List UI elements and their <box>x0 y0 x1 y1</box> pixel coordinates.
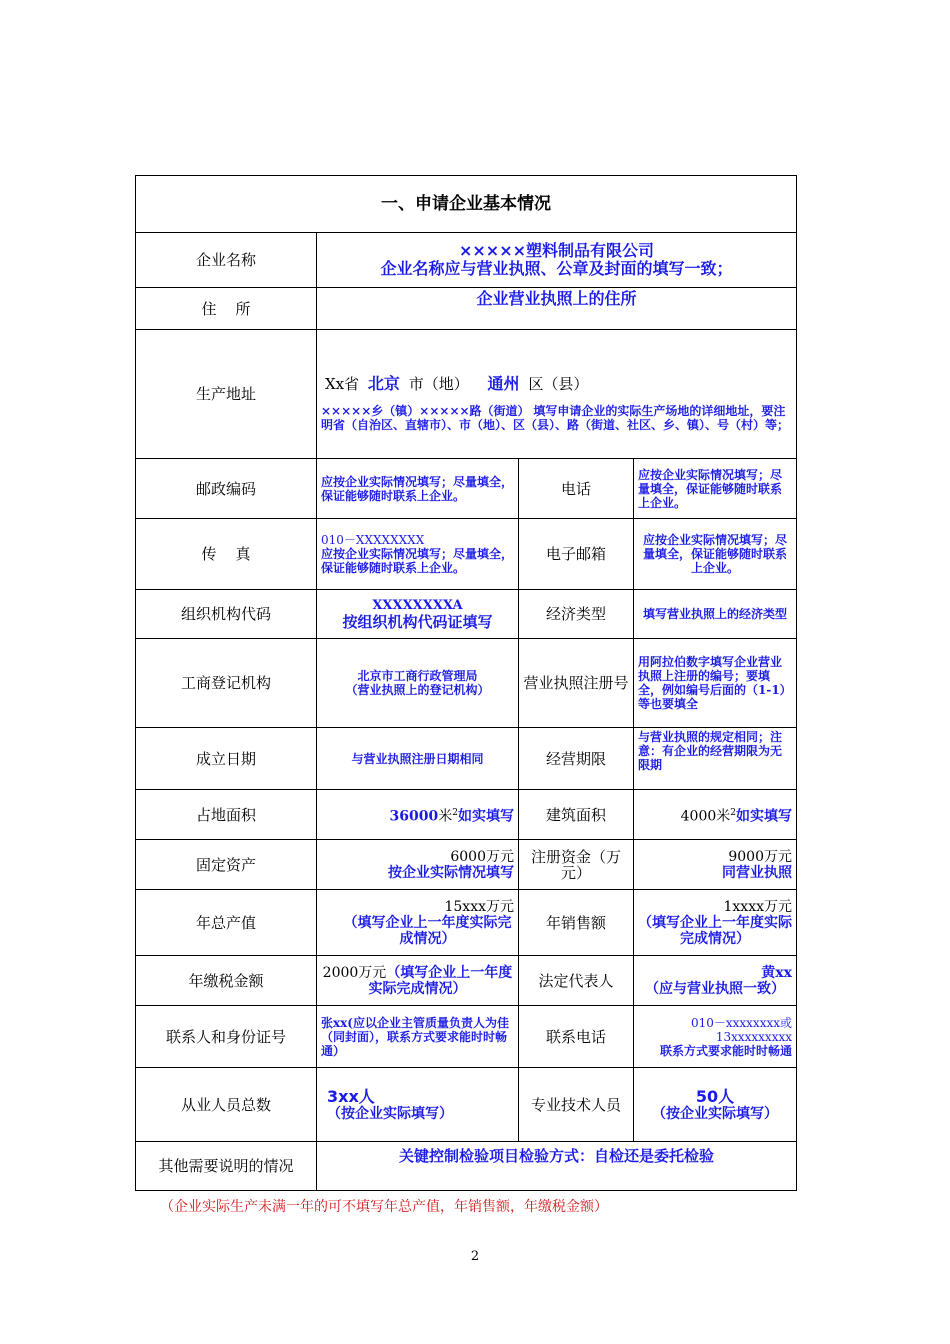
license-number-label: 营业执照注册号 <box>519 639 634 728</box>
org-code-label: 组织机构代码 <box>136 590 317 639</box>
economic-type-value: 填写营业执照上的经济类型 <box>634 590 797 639</box>
registration-authority-value: 北京市工商行政管理局 <box>357 669 478 683</box>
district-value: 通州 <box>487 374 520 393</box>
city-value: 北京 <box>367 374 400 393</box>
tech-staff-cell <box>634 1068 797 1142</box>
page-number: 2 <box>470 1249 480 1264</box>
established-date-value: 与营业执照注册日期相同 <box>317 728 519 790</box>
established-date-label: 成立日期 <box>136 728 317 790</box>
org-code-cell <box>317 590 519 639</box>
production-address-label: 生产地址 <box>136 330 317 459</box>
company-name-hint: 企业名称应与营业执照、公章及封面的填写一致； <box>380 259 733 278</box>
footnote: （企业实际生产未满一年的可不填写年总产值，年销售额，年缴税金额） <box>160 1199 608 1215</box>
license-number-value: 用阿拉伯数字填写企业营业执照上注册的编号；要填全，例如编号后面的（1-1）等也要填全 <box>634 639 797 728</box>
street-prefix: ×××××乡（镇）×××××路（街道） <box>321 404 530 418</box>
annual-tax-hint: （填写企业上一年度实际完成情况） <box>368 964 513 997</box>
registered-capital-value: 9000万元 <box>728 848 792 865</box>
phone-label: 电话 <box>519 459 634 519</box>
annual-output-cell <box>317 890 519 956</box>
fixed-assets-label: 固定资产 <box>136 840 317 890</box>
land-area-unit: 米 <box>438 808 453 825</box>
legal-rep-value: 黄xx <box>761 964 792 981</box>
city-suffix: 市（地） <box>408 375 469 393</box>
street-hint: 填写申请企业的实际生产场地的详细地址，要注明省（自治区、直辖市）、市（地）、区（县）、路（街道、社区、乡、镇）、号（村）等； <box>321 404 790 432</box>
registered-capital-hint: 同营业执照 <box>722 864 792 881</box>
district-suffix: 区（县） <box>528 375 589 393</box>
legal-rep-label: 法定代表人 <box>519 956 634 1006</box>
fax-cell <box>317 519 519 590</box>
building-area-hint: 如实填写 <box>736 808 792 825</box>
business-term-label: 经营期限 <box>519 728 634 790</box>
tech-staff-hint: （按企业实际填写） <box>652 1105 778 1122</box>
annual-output-label: 年总产值 <box>136 890 317 956</box>
annual-tax-label: 年缴税金额 <box>136 956 317 1006</box>
land-area-cell <box>317 790 519 840</box>
annual-tax-value: 2000万元 <box>322 964 387 981</box>
annual-sales-hint: （填写企业上一年度实际完成情况） <box>638 914 792 947</box>
building-area-label: 建筑面积 <box>519 790 634 840</box>
legal-rep-cell <box>634 956 797 1006</box>
email-label: 电子邮箱 <box>519 519 634 590</box>
enterprise-basic-info-table <box>135 175 797 1191</box>
contact-phone-cell <box>634 1006 797 1068</box>
legal-rep-hint: （应与营业执照一致） <box>645 980 785 997</box>
contact-phone-hint: 联系方式要求能时时畅通 <box>659 1043 792 1058</box>
annual-sales-label: 年销售额 <box>519 890 634 956</box>
postal-code-value: 应按企业实际情况填写；尽量填全，保证能够随时联系上企业。 <box>317 459 519 519</box>
contact-phone-value: 010－xxxxxxxx或13xxxxxxxxx <box>690 1015 792 1044</box>
annual-tax-cell <box>317 956 519 1006</box>
residence-value: 企业营业执照上的住所 <box>317 288 797 330</box>
section-title: 一、申请企业基本情况 <box>136 176 797 233</box>
land-area-hint: 如实填写 <box>458 808 514 825</box>
address-line-1 <box>325 376 792 392</box>
registration-authority-label: 工商登记机构 <box>136 639 317 728</box>
contact-phone-label: 联系电话 <box>519 1006 634 1068</box>
building-area-sup: 2 <box>730 807 736 818</box>
other-notes-label: 其他需要说明的情况 <box>136 1142 317 1191</box>
company-name-cell <box>317 233 797 288</box>
postal-code-label: 邮政编码 <box>136 459 317 519</box>
annual-sales-cell <box>634 890 797 956</box>
registration-authority-cell <box>317 639 519 728</box>
other-notes-value: 关键控制检验项目检验方式：自检还是委托检验 <box>317 1142 797 1191</box>
contact-person-value: 张xx(应以企业主管质量负责人为佳（同封面），联系方式要求能时时畅通） <box>317 1006 519 1068</box>
building-area-unit: 米 <box>716 808 731 825</box>
land-area-sup: 2 <box>452 807 458 818</box>
fixed-assets-cell <box>317 840 519 890</box>
business-term-value: 与营业执照的规定相同；注意：有企业的经营期限为无限期 <box>634 728 797 790</box>
residence-label: 住 所 <box>136 288 317 330</box>
tech-staff-value: 50人 <box>695 1086 735 1106</box>
annual-output-hint: （填写企业上一年度实际完成情况） <box>343 914 512 947</box>
building-area-number: 4000 <box>680 808 717 825</box>
total-staff-hint: （按企业实际填写） <box>327 1105 453 1122</box>
registration-authority-hint: （营业执照上的登记机构） <box>345 683 490 697</box>
fax-value: 应按企业实际情况填写；尽量填全，保证能够随时联系上企业。 <box>321 547 514 575</box>
org-code-hint: 按组织机构代码证填写 <box>342 613 493 631</box>
contact-person-label: 联系人和身份证号 <box>136 1006 317 1068</box>
fax-number: 010－XXXXXXXX <box>321 533 425 547</box>
total-staff-cell <box>317 1068 519 1142</box>
company-name-label: 企业名称 <box>136 233 317 288</box>
company-name-value: ×××××塑料制品有限公司 <box>458 241 655 260</box>
annual-output-value: 15xxx万元 <box>444 898 514 915</box>
land-area-label: 占地面积 <box>136 790 317 840</box>
registered-capital-label: 注册资金（万元） <box>519 840 634 890</box>
total-staff-value: 3xx人 <box>327 1086 375 1106</box>
fax-label: 传 真 <box>136 519 317 590</box>
building-area-cell <box>634 790 797 840</box>
province-prefix: Xx省 <box>325 375 360 393</box>
phone-value: 应按企业实际情况填写；尽量填全，保证能够随时联系上企业。 <box>634 459 797 519</box>
economic-type-label: 经济类型 <box>519 590 634 639</box>
land-area-number: 36000 <box>389 808 439 825</box>
annual-sales-value: 1xxxx万元 <box>723 898 792 915</box>
fixed-assets-hint: 按企业实际情况填写 <box>388 864 514 881</box>
production-address-cell <box>317 330 797 459</box>
registered-capital-cell <box>634 840 797 890</box>
total-staff-label: 从业人员总数 <box>136 1068 317 1142</box>
fixed-assets-value: 6000万元 <box>450 848 514 865</box>
address-line-2 <box>321 404 792 432</box>
email-value: 应按企业实际情况填写；尽量填全，保证能够随时联系上企业。 <box>634 519 797 590</box>
org-code-value: XXXXXXXXA <box>372 598 463 613</box>
tech-staff-label: 专业技术人员 <box>519 1068 634 1142</box>
